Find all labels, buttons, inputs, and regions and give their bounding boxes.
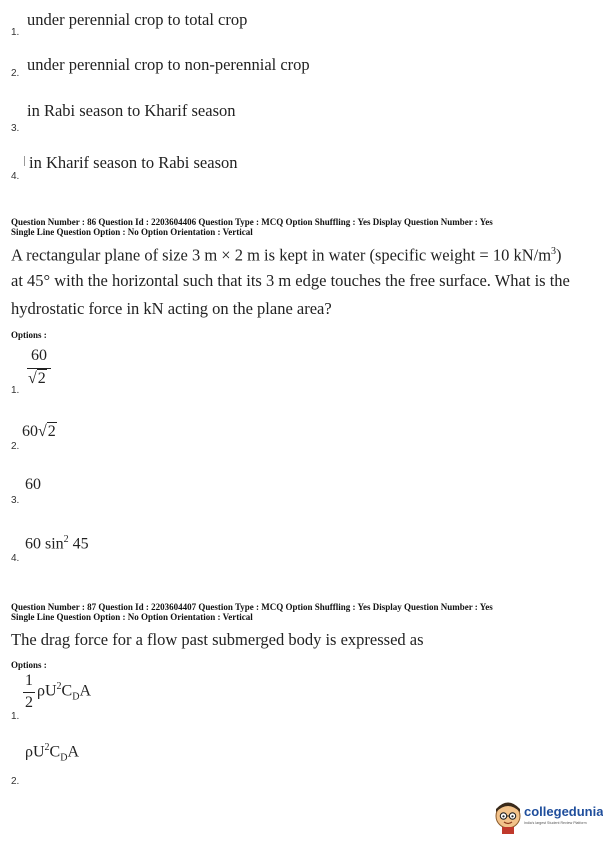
brand-name: collegedunia	[524, 804, 603, 819]
option-text: 60	[25, 476, 41, 493]
formula-text: $\rho U^2C_DA$	[37, 681, 92, 703]
question-text-line: at 45° with the horizontal such that its 3 m edge touches the free surface. What is the	[11, 271, 570, 290]
option-number: 1.	[11, 27, 20, 38]
option-number: 2.	[11, 776, 20, 787]
square-root: √2	[28, 370, 46, 387]
fraction-bar	[23, 692, 35, 693]
option-number: 3.	[11, 495, 20, 506]
question-text-line: hydrostatic force in kN acting on the plane area?	[11, 299, 332, 318]
option-number: 2.	[11, 68, 20, 79]
question-meta-line: Single Line Question Option : No Option Orientation : Vertical	[11, 227, 253, 237]
question-meta-line: Single Line Question Option : No Option Orientation : Vertical	[11, 612, 253, 622]
options-label: Options :	[11, 330, 47, 340]
question-meta-line: Question Number : 86 Question Id : 2203604406 Question Type : MCQ Option Shuffling : Yes Display Question Number : Yes	[11, 217, 493, 227]
cursor-mark	[24, 156, 25, 166]
brand-tagline: India's largest Student Review Platform	[524, 821, 587, 825]
fraction-denominator: 2	[25, 694, 33, 711]
option-number: 4.	[11, 171, 20, 182]
option-text: 60 $\sin^2 45$	[25, 534, 89, 553]
options-label: Options :	[11, 660, 47, 670]
option-text: in Kharif season to Rabi season	[29, 153, 238, 172]
fraction-numerator: 1	[25, 672, 33, 689]
question-text-line: A rectangular plane of size 3 m × 2 m is kept in water (specific weight = 10 $kN/m^3$)	[11, 245, 562, 265]
option-number: 4.	[11, 553, 20, 564]
option-text: in Rabi season to Kharif season	[27, 101, 236, 120]
question-text-line: The drag force for a flow past submerged body is expressed as	[11, 630, 424, 649]
question-meta-line: Question Number : 87 Question Id : 2203604407 Question Type : MCQ Option Shuffling : Yes Display Question Number : Yes	[11, 602, 493, 612]
option-number: 3.	[11, 123, 20, 134]
option-text: under perennial crop to total crop	[27, 10, 248, 29]
collegedunia-watermark	[493, 798, 603, 836]
option-number: 2.	[11, 441, 20, 452]
option-number: 1.	[11, 385, 20, 396]
fraction-numerator: 60	[31, 347, 47, 364]
option-text: under perennial crop to non-perennial crop	[27, 55, 310, 74]
formula-text: $\rho U^2C_DA$	[25, 742, 80, 764]
option-number: 1.	[11, 711, 20, 722]
coefficient-with-root: 60√2	[22, 423, 56, 440]
mascot-icon	[493, 800, 523, 834]
